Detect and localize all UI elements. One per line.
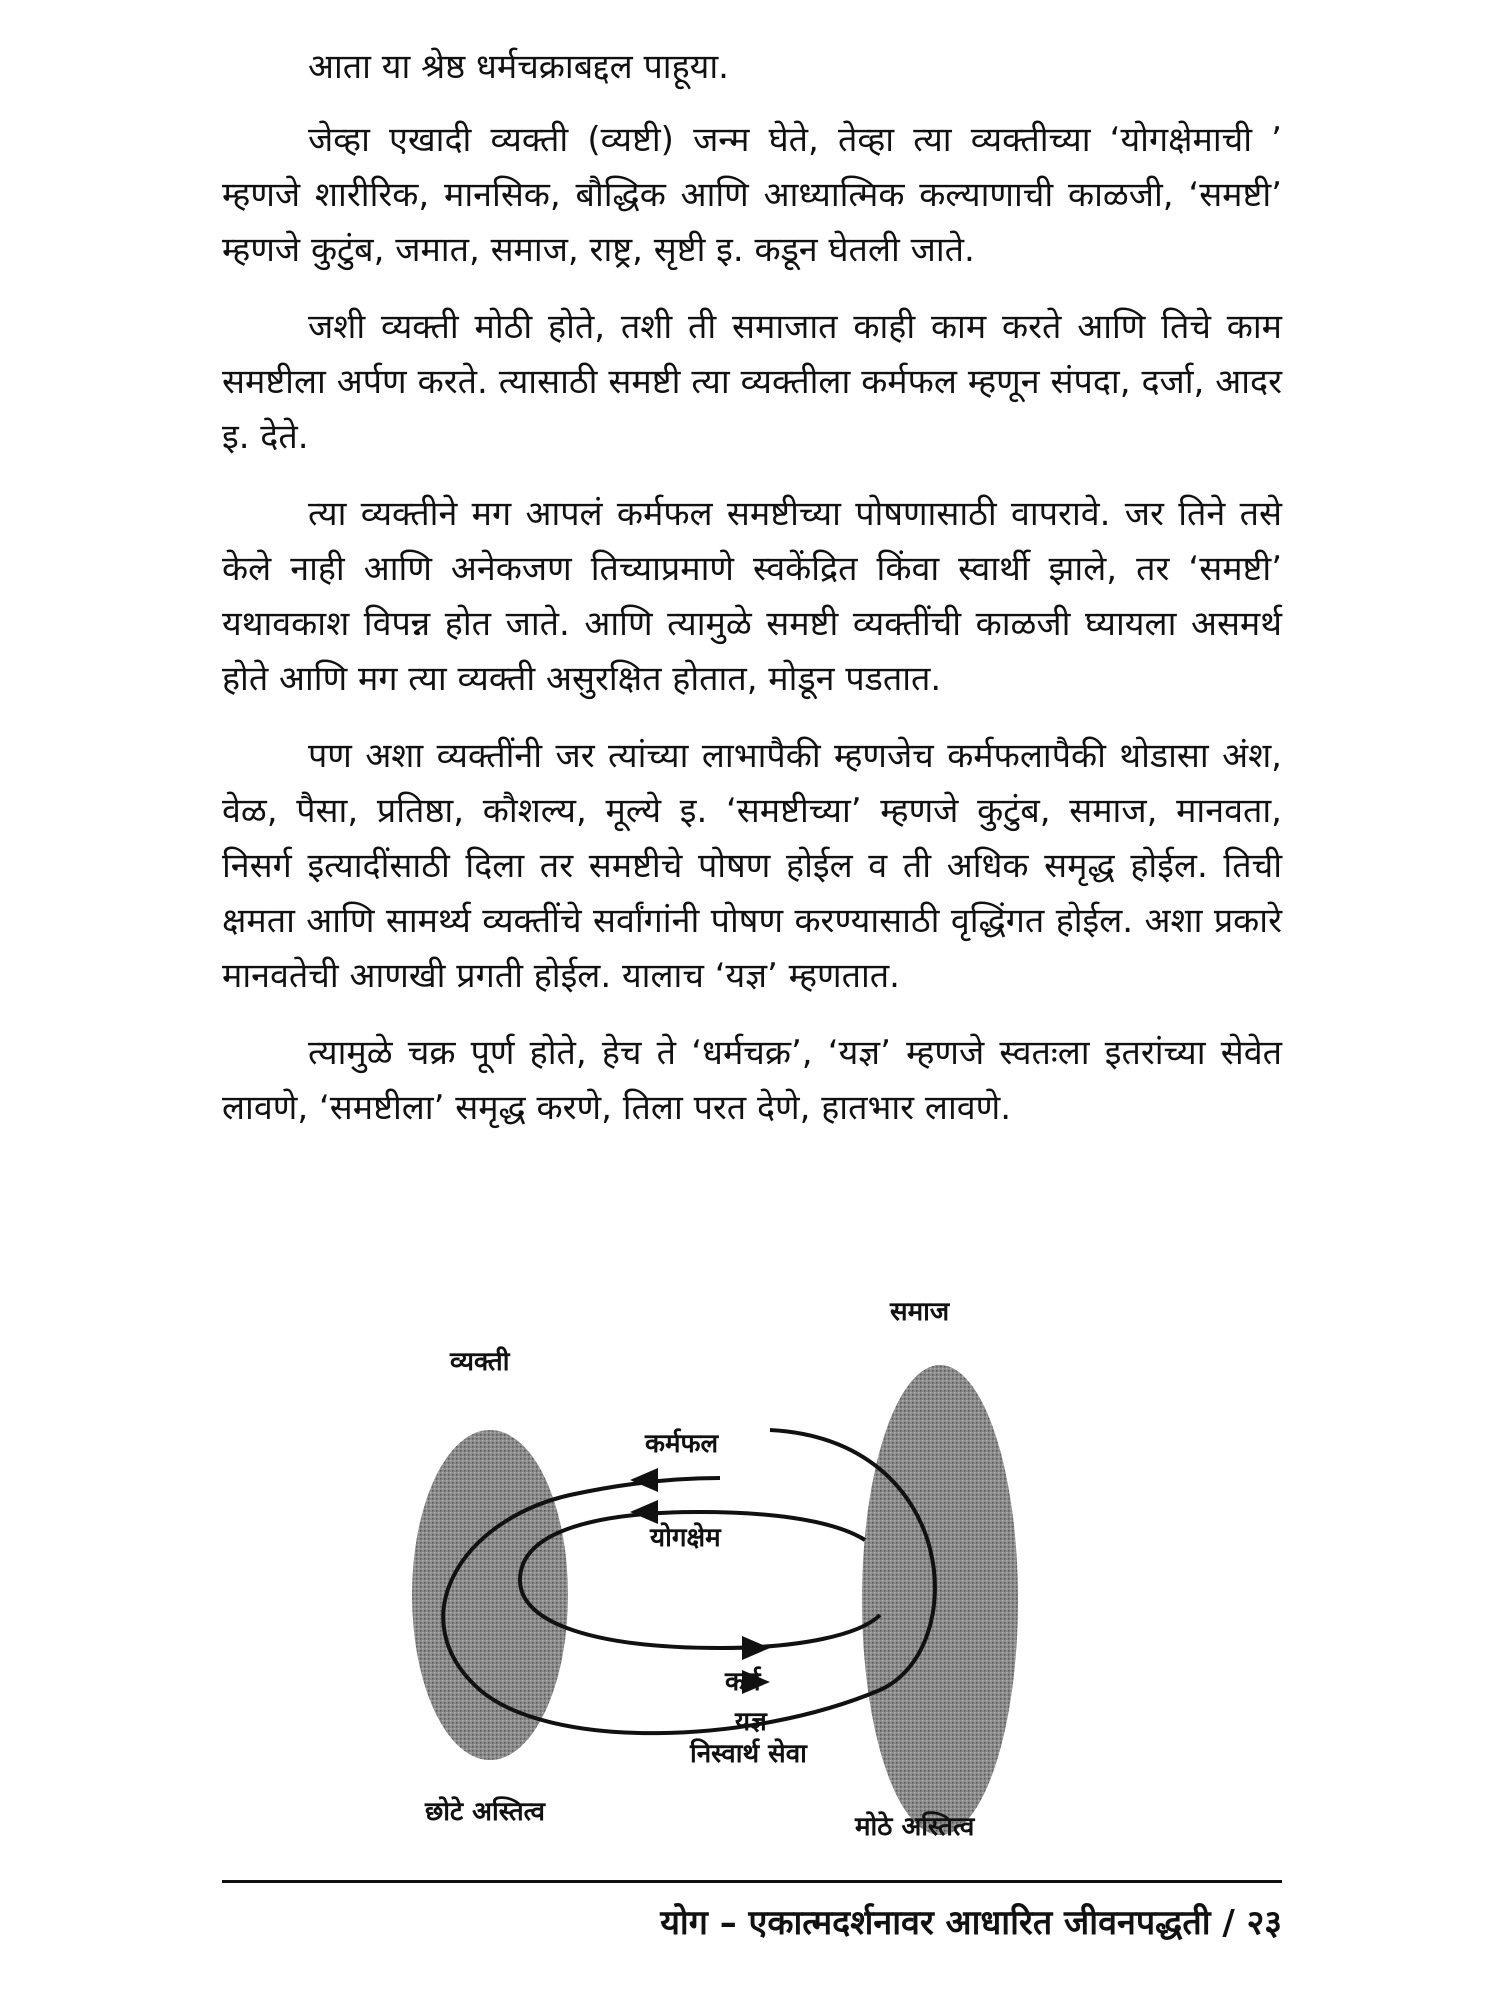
page-number: २३ [1246, 1903, 1282, 1943]
label-yadnya: यज्ञ [735, 1707, 767, 1737]
footer-divider [222, 1880, 1282, 1883]
running-footer [222, 1898, 1282, 1944]
individual-ellipse [412, 1430, 568, 1760]
paragraph-yadnya: पण अशा व्यक्तींनी जर त्यांच्या लाभापैकी म्हणजेच कर्मफलापैकी थोडासा अंश, वेळ, पैसा, प्रतिष्ठा, कौशल्य, मूल्ये इ. ‘समष्टीच्या’ म्हणजे कुटुंब, समाज, मानवता, निसर्ग इत्यादींसाठी दिला तर समष्टीचे पोषण होईल व ती अधिक समृद्ध होईल. तिची क्षमता आणि सामर्थ्य व्यक्तींचे सर्वांगांनी पोषण करण्यासाठी वृद्धिंगत होईल. अशा प्रकारे मानवतेची आणखी प्रगती होईल. यालाच ‘यज्ञ’ म्हणतात. [222, 736, 1282, 996]
paragraph-selfish: त्या व्यक्तीने मग आपलं कर्मफल समष्टीच्या पोषणासाठी वापरावे. जर तिने तसे केले नाही आणि अनेकजण तिच्याप्रमाणे स्वकेंद्रित किंवा स्वार्थी झाले, तर ‘समष्टी’ यथावकाश विपन्न होत जाते. आणि त्यामुळे समष्टी व्यक्तींची काळजी घ्यायला असमर्थ होते आणि मग त्या व्यक्ती असुरक्षित होतात, मोडून पडतात. [222, 494, 1282, 699]
label-individual: व्यक्ती [450, 1347, 510, 1377]
footer-separator: / [1222, 1903, 1235, 1943]
paragraph-dharmachakra: त्यामुळे चक्र पूर्ण होते, हेच ते ‘धर्मचक्र’, ‘यज्ञ’ म्हणजे स्वतःला इतरांच्या सेवेत लावणे, ‘समष्टीला’ समृद्ध करणे, तिला परत देणे, हातभार लावणे. [222, 1033, 1282, 1128]
dharmachakra-diagram [400, 1290, 1020, 1850]
body-text [222, 40, 1282, 1158]
label-karmaphal: कर्मफल [645, 1429, 719, 1459]
arrow-karma [742, 1636, 770, 1660]
label-niswarth-seva: निस्वार्थ सेवा [690, 1739, 807, 1769]
label-karma: कर्म [725, 1667, 761, 1697]
label-large-existence: मोठे अस्तित्व [855, 1812, 975, 1842]
paragraph-karmaphal: जशी व्यक्ती मोठी होते, तशी ती समाजात काही काम करते आणि तिचे काम समष्टीला अर्पण करते. त्यासाठी समष्टी त्या व्यक्तीला कर्मफल म्हणून संपदा, दर्जा, आदर इ. देते. [222, 307, 1282, 457]
arrow-yogakshem [630, 1500, 658, 1524]
footer-title: योग – एकात्मदर्शनावर आधारित जीवनपद्धती [660, 1903, 1211, 1943]
arrow-karmaphal [630, 1468, 658, 1492]
paragraph-intro: आता या श्रेष्ठ धर्मचक्राबद्दल पाहूया. [308, 47, 729, 87]
paragraph-yogakshem: जेव्हा एखादी व्यक्ती (व्यष्टी) जन्म घेते, तेव्हा त्या व्यक्तीच्या ‘योगक्षेमाची ’ म्हणजे शारीरिक, मानसिक, बौद्धिक आणि आध्यात्मिक कल्याणाची काळजी, ‘समष्टी’ म्हणजे कुटुंब, जमात, समाज, राष्ट्र, सृष्टी इ. कडून घेतली जाते. [222, 120, 1282, 270]
label-society: समाज [890, 1297, 950, 1327]
label-yogakshem: योगक्षेम [650, 1523, 721, 1553]
label-small-existence: छोटे अस्तित्व [425, 1797, 545, 1827]
society-ellipse [862, 1365, 1018, 1835]
